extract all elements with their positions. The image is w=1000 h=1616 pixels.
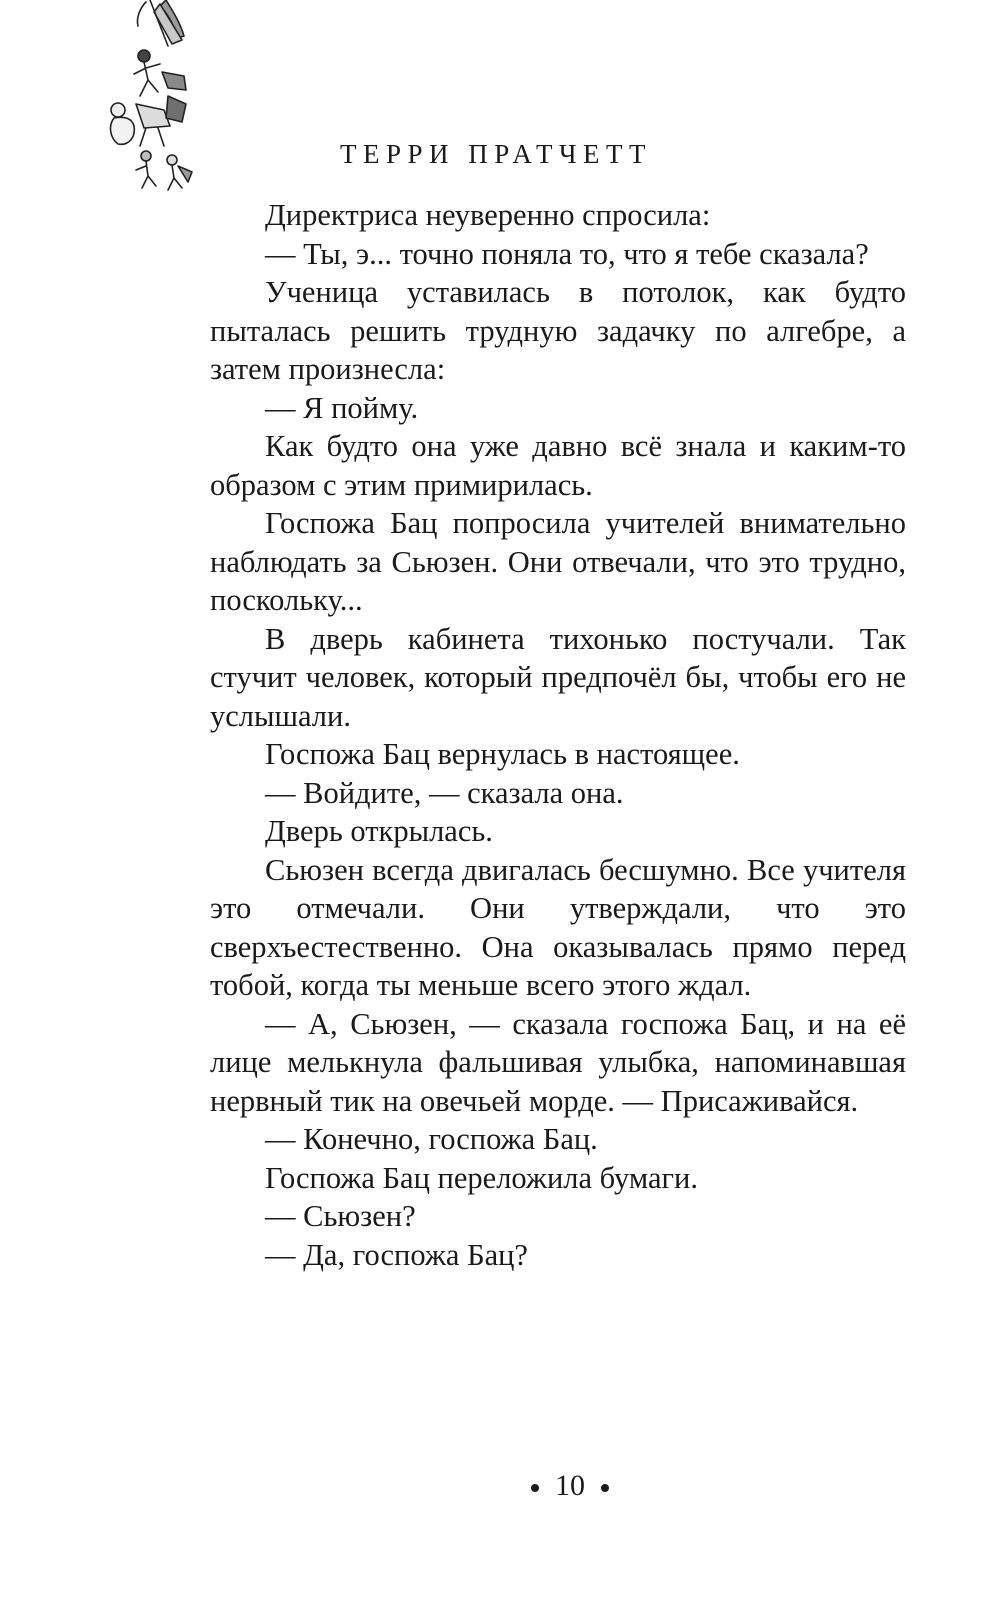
paragraph: — Сьюзен? bbox=[265, 1199, 416, 1233]
paragraph: Госпожа Бац вернулась в настоящее. bbox=[265, 737, 740, 771]
paragraph: — Войдите, — сказала она. bbox=[265, 775, 624, 810]
paragraph: — Да, госпожа Бац? bbox=[265, 1237, 528, 1272]
paragraph: Директриса неуверенно спросила: bbox=[265, 198, 711, 232]
paragraph: — Ты, э... точно поняла то, что я тебе сказала? bbox=[265, 236, 869, 271]
paragraph: — Конечно, госпожа Бац. bbox=[265, 1122, 598, 1156]
page-number: 10 bbox=[555, 1469, 585, 1502]
paragraph: — Я пойму. bbox=[265, 390, 419, 425]
paragraph: Госпожа Бац переложила бумаги. bbox=[265, 1160, 698, 1195]
paragraph: Дверь открылась. bbox=[265, 814, 493, 848]
paragraph: Сьюзен всегда двигалась бесшумно. Все учителя это отмечали. Они утверждали, что это сверхъестественно. Она оказывалась прямо перед тобой, когда ты меньше всего этого ждал. bbox=[210, 852, 906, 1002]
corner-illustration bbox=[88, 0, 230, 192]
paragraph: Как будто она уже давно всё знала и каким-то образом с этим примирилась. bbox=[210, 429, 906, 502]
paragraph: Госпожа Бац попросила учителей внимательно наблюдать за Сьюзен. Они отвечали, что это трудно, поскольку... bbox=[210, 506, 906, 617]
bullet-icon bbox=[531, 1484, 539, 1492]
page-folio bbox=[0, 1468, 1000, 1504]
bullet-icon bbox=[601, 1484, 609, 1492]
paragraph: Ученица уставилась в потолок, как будто пыталась решить трудную задачку по алгебре, а затем произнесла: bbox=[210, 275, 906, 386]
running-head: ТЕРРИ ПРАТЧЕТТ bbox=[340, 139, 652, 169]
paragraph: В дверь кабинета тихонько постучали. Так стучит человек, который предпочёл бы, чтобы его не услышали. bbox=[210, 621, 906, 733]
paragraph: — А, Сьюзен, — сказала госпожа Бац, и на её лице мелькнула фальшивая улыбка, напоминавшая нервный тик на овечьей морде. — Присаживайся. bbox=[210, 1006, 906, 1118]
body-text bbox=[210, 196, 906, 1274]
